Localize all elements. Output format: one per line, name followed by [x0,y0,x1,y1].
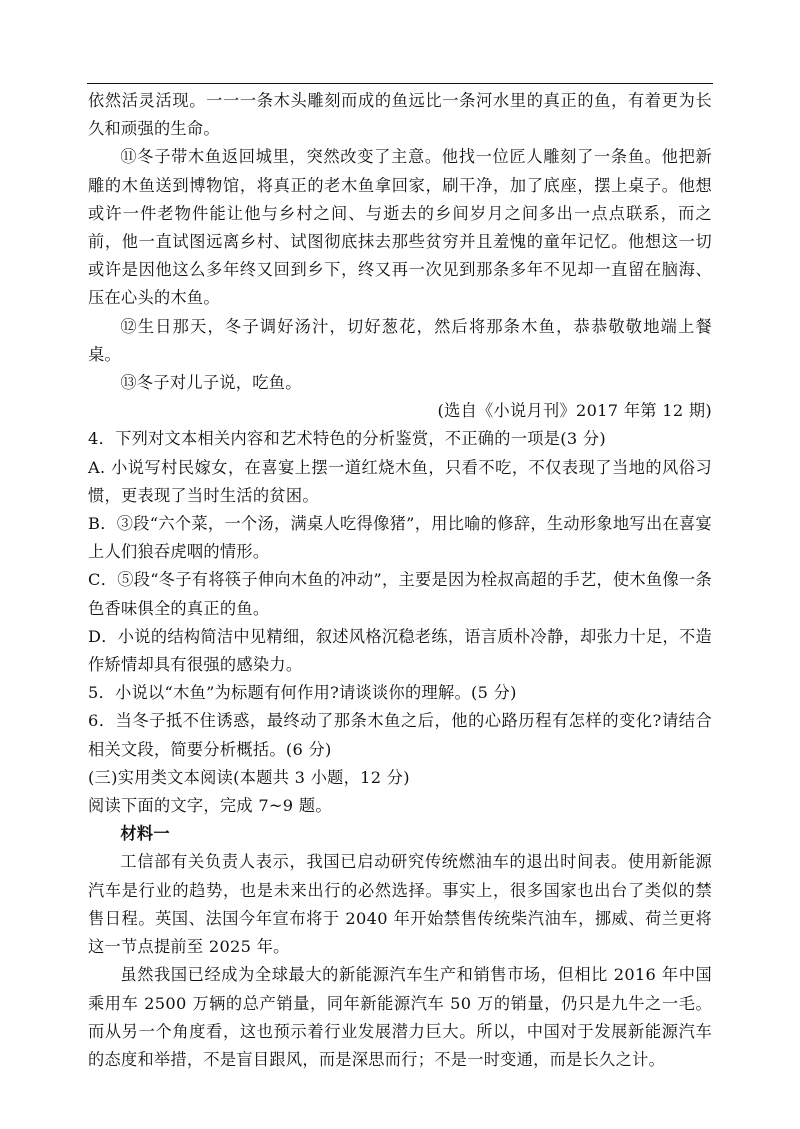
paragraph-continuation: 依然活灵活现。一一一条木头雕刻而成的鱼远比一条河水里的真正的鱼，有着更为长久和顽强的生命。 [88,91,712,139]
question-4: 4．下列对文本相关内容和艺术特色的分析鉴赏，不正确的一项是(3 分) [88,429,607,449]
page-content [88,87,712,1074]
paragraph-11: ⑪冬子带木鱼返回城里，突然改变了主意。他找一位匠人雕刻了一条鱼。他把新雕的木鱼送到博物馆，将真正的老木鱼拿回家，刷干净，加了底座，摆上桌子。他想或许一件老物件能让他与乡村之间、与逝去的乡间岁月之间多出一点点联系，而之前，他一直试图远离乡村、试图彻底抹去那些贫穷并且羞愧的童年记忆。他想这一切或许是因他这么多年终又回到乡下，终又再一次见到那条多年不见却一直留在脑海、压在心头的木鱼。 [88,147,712,308]
material-1-title: 材料一 [120,824,170,844]
paragraph-13: ⑬冬子对儿子说，吃鱼。 [120,373,302,393]
material-1-paragraph-1: 工信部有关负责人表示，我国已启动研究传统燃油车的退出时间表。使用新能源汽车是行业的趋势，也是未来出行的必然选择。事实上，很多国家也出台了类似的禁售日程。英国、法国今年宣布将于 2040 年开始禁售传统柴汽油车，挪威、荷兰更将这一节点提前至 2025 年。 [88,852,712,957]
question-6: 6．当冬子抵不住诱惑，最终动了那条木鱼之后，他的心路历程有怎样的变化?请结合相关文段，简要分析概括。(6 分) [88,711,712,759]
question-4-option-b: B．③段“六个菜，一个汤，满桌人吃得像猪”，用比喻的修辞，生动形象地写出在喜宴上人们狼吞虎咽的情形。 [88,514,712,562]
reading-instruction: 阅读下面的文字，完成 7~9 题。 [88,796,332,816]
material-1-paragraph-2: 虽然我国已经成为全球最大的新能源汽车生产和销售市场，但相比 2016 年中国乘用车 2500 万辆的总产销量，同年新能源汽车 50 万的销量，仍只是九牛之一毛。而从另一个角度看，这也预示着行业发展潜力巨大。所以，中国对于发展新能源汽车的态度和举措，不是盲目跟风，而是深思而行；不是一时变通，而是长久之计。 [88,965,712,1069]
question-4-option-a: A. 小说写村民嫁女，在喜宴上摆一道红烧木鱼，只看不吃，不仅表现了当地的风俗习惯，更表现了当时生活的贫困。 [88,457,712,505]
question-5: 5．小说以“木鱼”为标题有何作用?请谈谈你的理解。(5 分) [88,683,517,703]
question-4-option-c: C．⑤段“冬子有将筷子伸向木鱼的冲动”，主要是因为栓叔高超的手艺，使木鱼像一条色香味俱全的真正的鱼。 [88,570,712,618]
header-rule [87,83,713,84]
question-4-option-d: D．小说的结构简洁中见精细，叙述风格沉稳老练，语言质朴冷静，却张力十足，不造作矫情却具有很强的感染力。 [88,626,712,675]
section-3-heading: (三)实用类文本阅读(本题共 3 小题，12 分) [88,767,410,787]
source-citation: (选自《小说月刊》2017 年第 12 期) [437,401,712,421]
paragraph-12: ⑫生日那天，冬子调好汤汁，切好葱花，然后将那条木鱼，恭恭敬敬地端上餐桌。 [88,316,712,364]
